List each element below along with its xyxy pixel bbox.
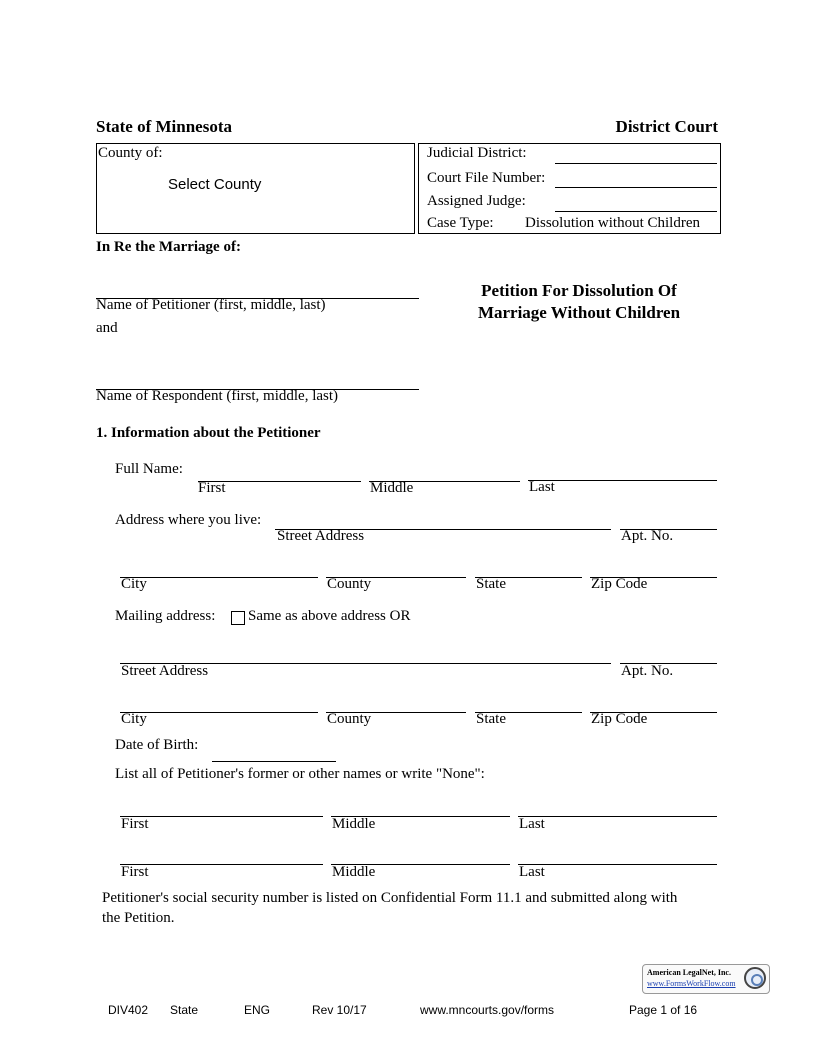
mailing-city-field[interactable] (120, 712, 318, 713)
logo-emblem-icon (744, 967, 766, 989)
case-type-value: Dissolution without Children (525, 215, 701, 231)
mailing-zip-label: Zip Code (591, 711, 648, 727)
logo-company-name: American LegalNet, Inc. (647, 968, 731, 977)
residence-address-label: Address where you live: (115, 512, 262, 528)
same-address-label: Same as above address OR (248, 608, 411, 624)
court-name: District Court (615, 117, 718, 136)
full-name-last-label: Last (529, 479, 555, 495)
case-type-label: Case Type: (427, 215, 494, 231)
footer-form-id: DIV402 (108, 1003, 149, 1017)
former-name1-last-label: Last (519, 816, 545, 832)
ssn-note-line2: the Petition. (102, 910, 175, 926)
mailing-state-label: State (476, 711, 506, 727)
assigned-judge-label: Assigned Judge: (427, 193, 526, 209)
judicial-district-field[interactable] (555, 163, 717, 164)
state-name: State of Minnesota (96, 117, 232, 136)
former-name1-first-label: First (121, 816, 149, 832)
mailing-county-label: County (327, 711, 372, 727)
former-name2-first-field[interactable] (120, 864, 323, 865)
document-title-line1: Petition For Dissolution Of (481, 281, 677, 300)
former-name1-last-field[interactable] (518, 816, 717, 817)
same-address-checkbox[interactable] (231, 611, 245, 625)
document-title-line2: Marriage Without Children (477, 303, 681, 322)
full-name-middle-label: Middle (370, 480, 414, 496)
county-select[interactable]: Select County (168, 176, 262, 193)
logo-website-link[interactable]: www.FormsWorkFlow.com (647, 979, 736, 988)
and-text: and (96, 320, 118, 336)
residence-zip-label: Zip Code (591, 576, 648, 592)
county-label: County of: (98, 145, 163, 161)
residence-street-label: Street Address (277, 528, 365, 544)
full-name-label: Full Name: (115, 461, 183, 477)
former-name2-last-label: Last (519, 864, 545, 880)
former-names-label: List all of Petitioner's former or other names or write "None": (115, 766, 485, 782)
residence-county-label: County (327, 576, 372, 592)
former-name1-middle-label: Middle (332, 816, 376, 832)
section1-heading: 1. Information about the Petitioner (96, 425, 321, 441)
footer-website[interactable]: www.mncourts.gov/forms (420, 1003, 555, 1017)
former-name1-first-field[interactable] (120, 816, 323, 817)
respondent-name-label: Name of Respondent (first, middle, last) (96, 388, 339, 404)
full-name-first-label: First (198, 480, 226, 496)
former-name2-middle-label: Middle (332, 864, 376, 880)
in-re-heading: In Re the Marriage of: (96, 239, 241, 255)
mailing-apt-label: Apt. No. (621, 663, 674, 679)
judicial-district-label: Judicial District: (427, 145, 527, 161)
petitioner-name-label: Name of Petitioner (first, middle, last) (96, 297, 326, 313)
former-name2-last-field[interactable] (518, 864, 717, 865)
mailing-city-label: City (121, 711, 147, 727)
footer-revision: Rev 10/17 (312, 1003, 367, 1017)
residence-state-label: State (476, 576, 506, 592)
residence-city-label: City (121, 576, 147, 592)
dob-label: Date of Birth: (115, 737, 199, 753)
court-file-number-label: Court File Number: (427, 170, 546, 186)
ssn-note-line1: Petitioner's social security number is listed on Confidential Form 11.1 and submitted along with (102, 890, 678, 906)
assigned-judge-field[interactable] (555, 211, 717, 212)
full-name-last-field[interactable] (528, 480, 717, 481)
mailing-address-label: Mailing address: (115, 608, 216, 624)
mailing-street-label: Street Address (121, 663, 209, 679)
footer-page-number: Page 1 of 16 (629, 1003, 698, 1017)
footer-jurisdiction: State (170, 1003, 199, 1017)
footer-language: ENG (244, 1003, 271, 1017)
residence-apt-label: Apt. No. (621, 528, 674, 544)
dob-field[interactable] (212, 761, 336, 762)
former-name2-first-label: First (121, 864, 149, 880)
court-file-number-field[interactable] (555, 187, 717, 188)
legalnet-logo (642, 964, 770, 994)
residence-city-field[interactable] (120, 577, 318, 578)
